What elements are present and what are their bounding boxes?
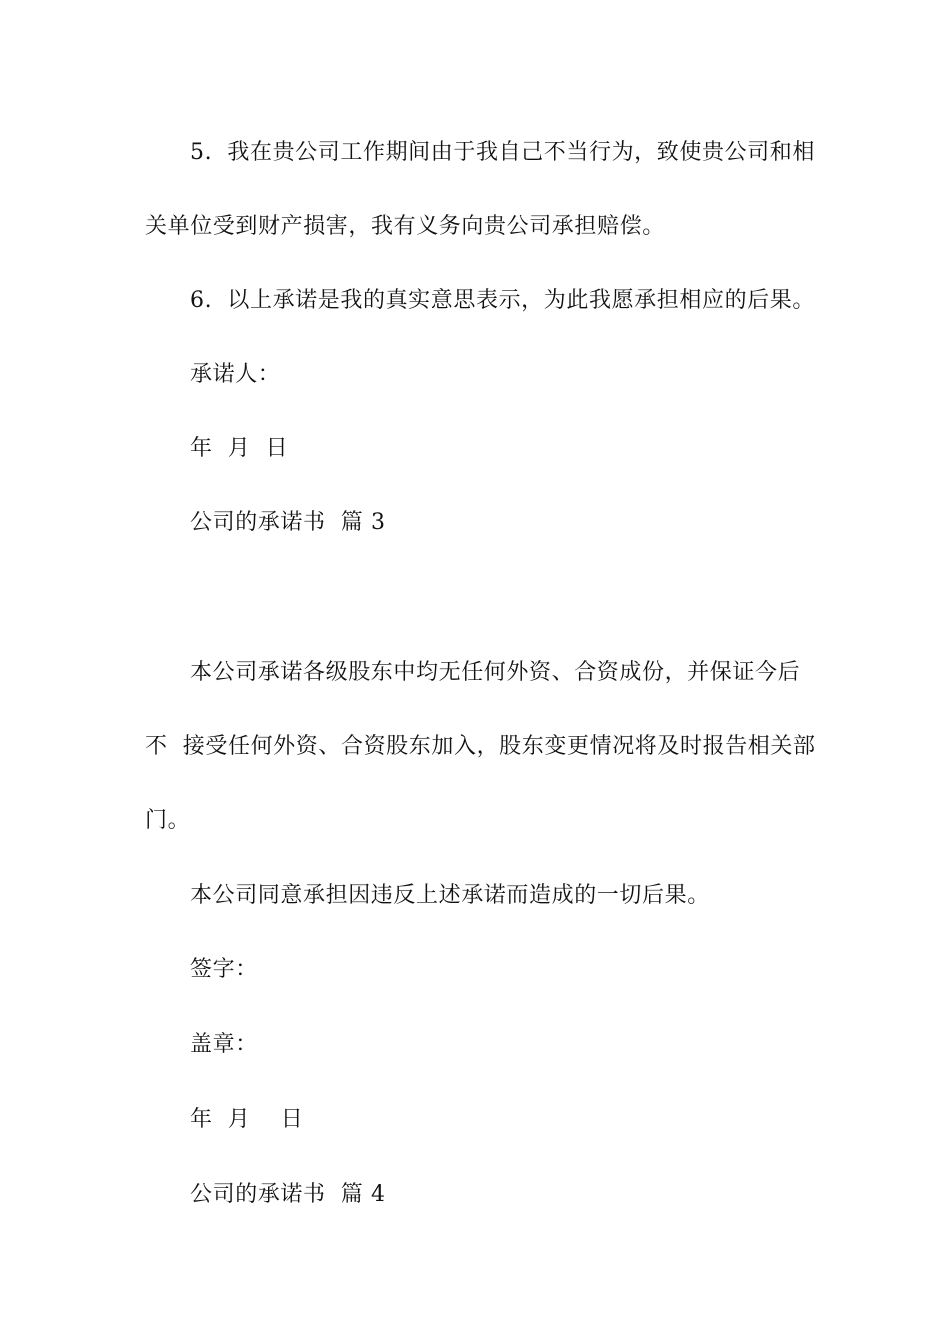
seal-label: 盖章：	[190, 1032, 258, 1057]
paragraph-1-line-3: 门。	[145, 808, 191, 833]
item-6: 6. 以上承诺是我的真实意思表示，为此我愿承担相应的后果。	[190, 288, 815, 313]
section-heading-3: 公司的承诺书 篇 3	[190, 510, 386, 535]
date-line-2: 年 月 日	[190, 1107, 304, 1132]
item-5-line-1: 5. 我在贵公司工作期间由于我自己不当行为，致使贵公司和相	[190, 140, 815, 165]
date-line: 年 月 日	[190, 436, 289, 461]
promisor-label: 承诺人：	[190, 362, 281, 387]
signature-label: 签字：	[190, 957, 258, 982]
paragraph-1-line-1: 本公司承诺各级股东中均无任何外资、合资成份，并保证今后	[190, 660, 801, 685]
paragraph-1-line-2: 不 接受任何外资、合资股东加入，股东变更情况将及时报告相关部	[145, 734, 816, 759]
item-5-line-2: 关单位受到财产损害，我有义务向贵公司承担赔偿。	[145, 214, 665, 239]
section-heading-4: 公司的承诺书 篇 4	[190, 1182, 386, 1207]
paragraph-2: 本公司同意承担因违反上述承诺而造成的一切后果。	[190, 883, 710, 908]
